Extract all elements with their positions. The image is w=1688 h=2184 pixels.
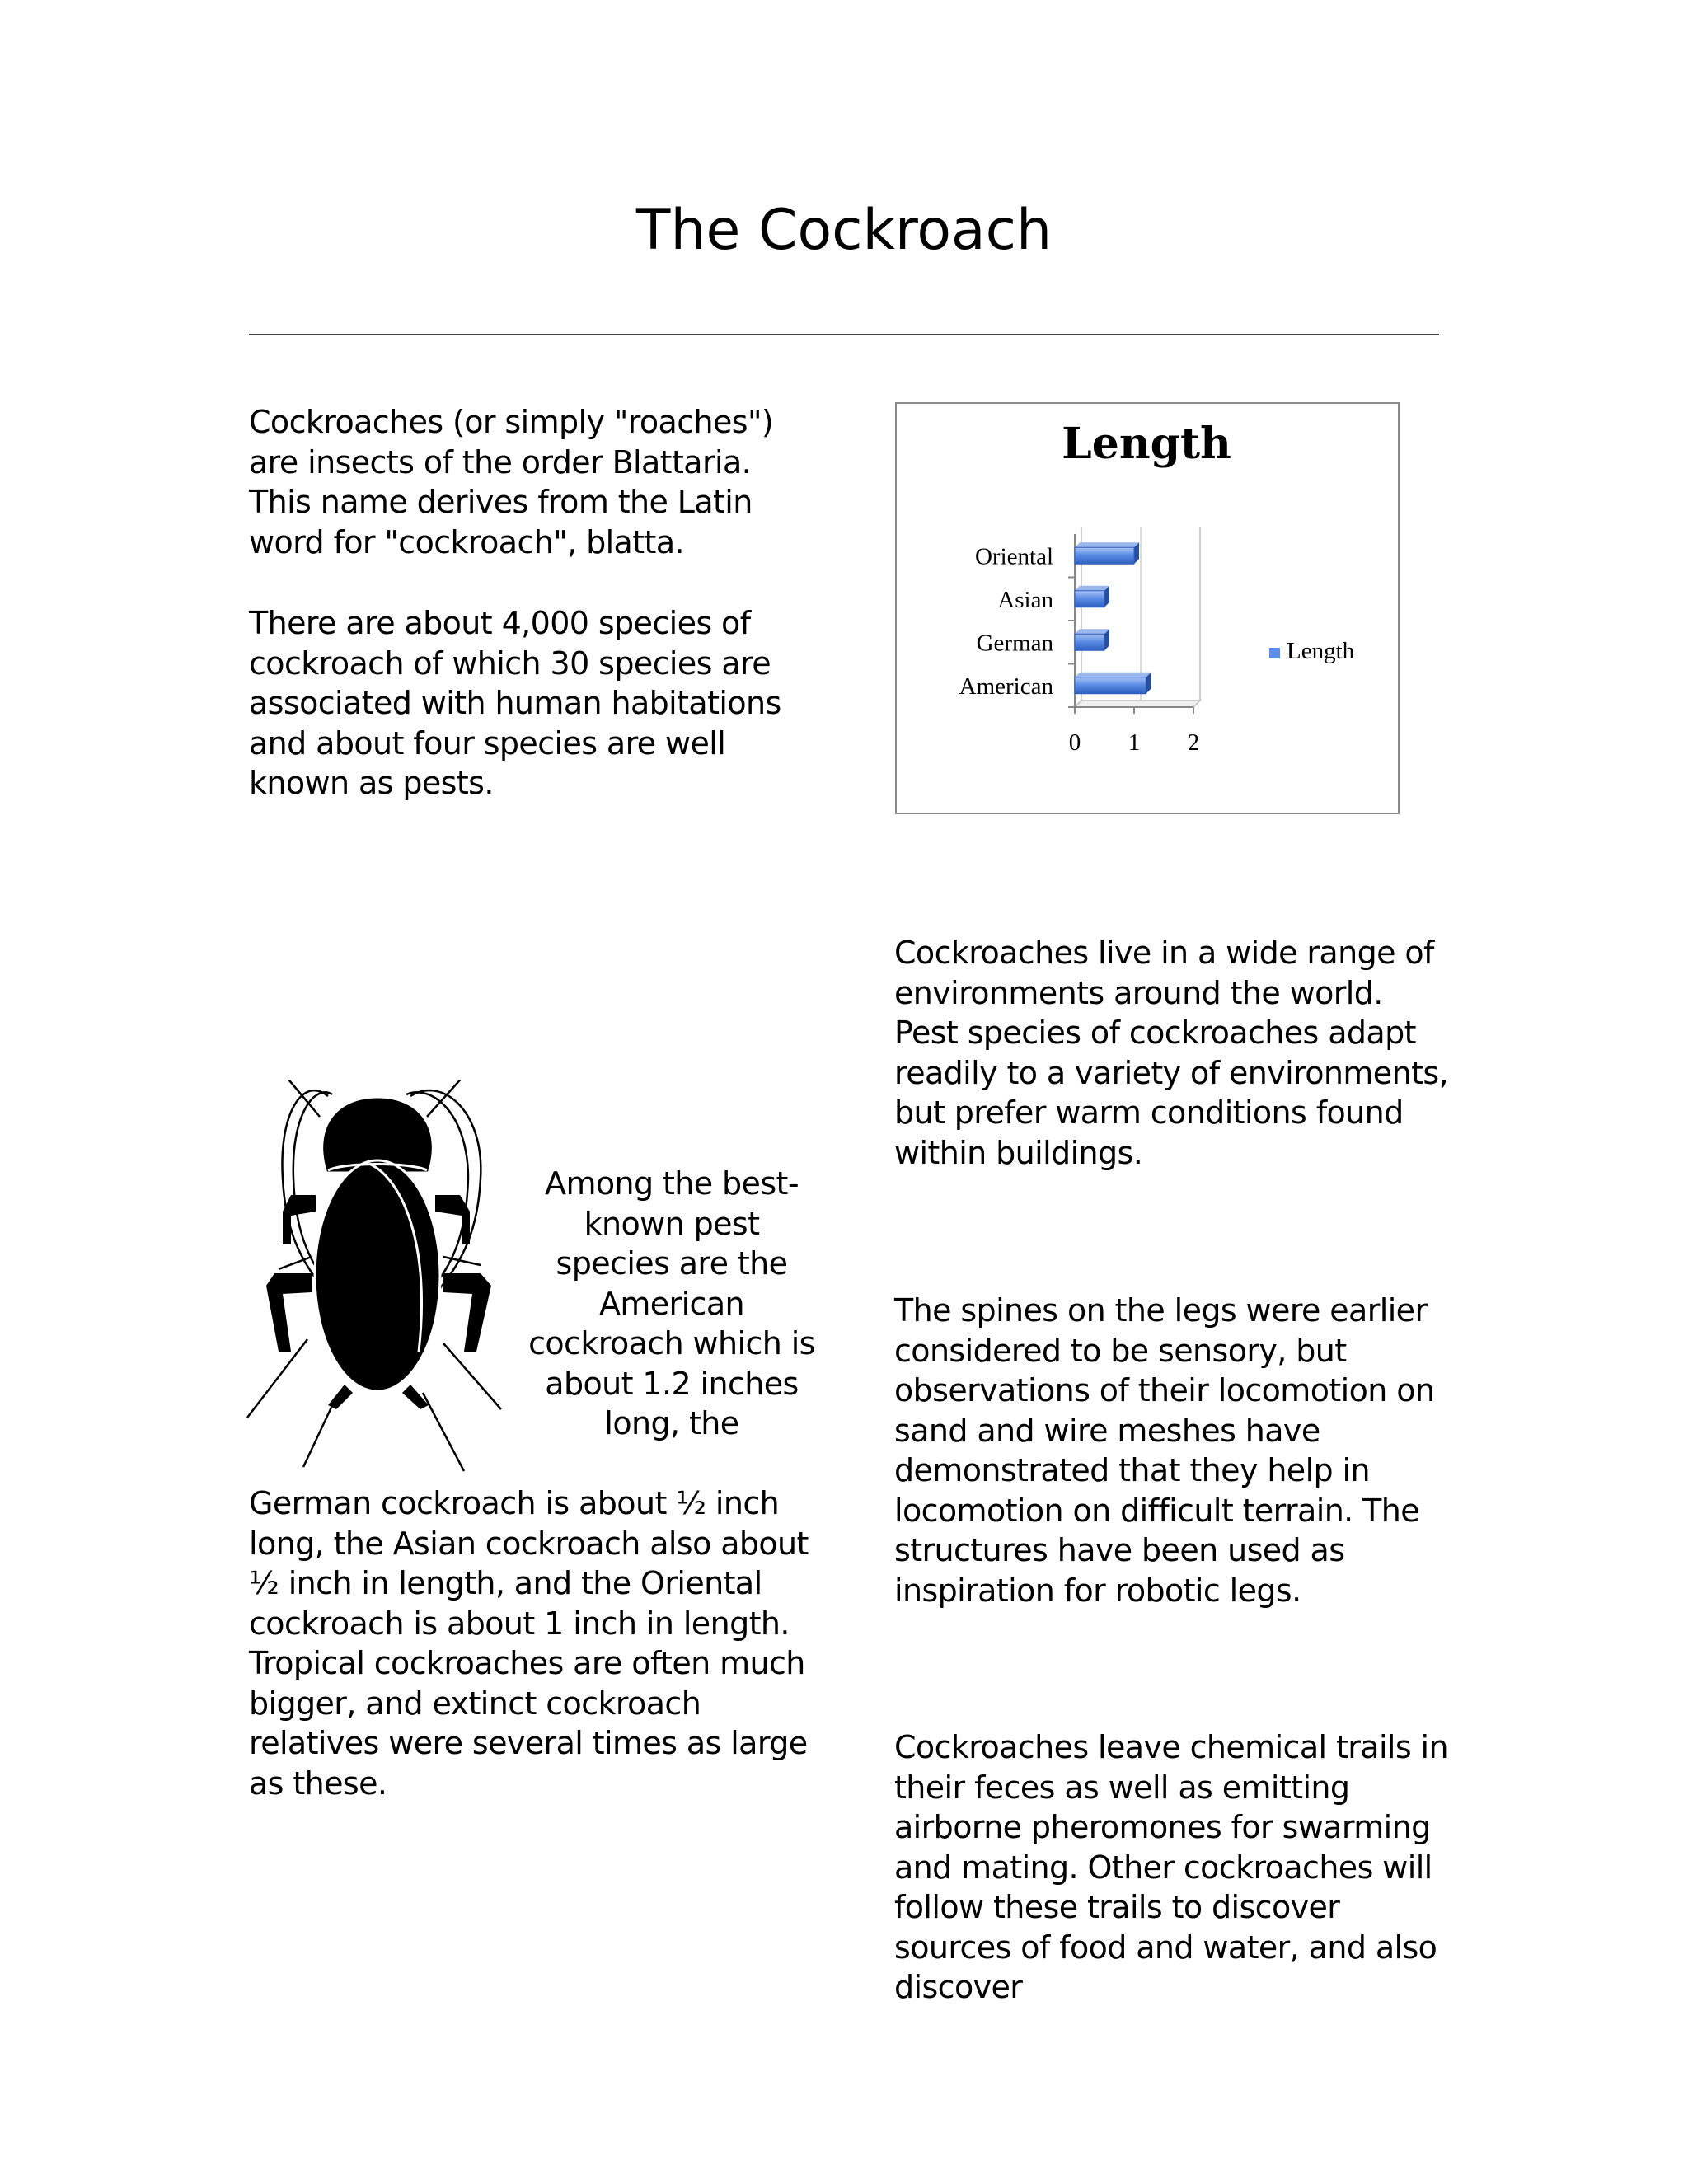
- y-tick-label: American: [959, 673, 1053, 700]
- species-paragraph: There are about 4,000 species of cockroach of which 30 species are associated with human habitations and about four species are well known as pests.: [249, 605, 781, 801]
- bar: [1075, 677, 1146, 694]
- legend-label: Length: [1287, 638, 1355, 664]
- bar: [1075, 547, 1134, 564]
- legend-swatch: [1269, 648, 1280, 658]
- body: [315, 1099, 440, 1391]
- bar: [1075, 634, 1104, 650]
- page-title: The Cockroach: [635, 198, 1053, 263]
- trails-paragraph: Cockroaches leave chemical trails in their feces as well as emitting airborne pheromones for swarming and mating. Other cockroaches will follow these trails to discover sources of food and water, and also discover: [894, 1729, 1448, 2005]
- y-tick-label: Asian: [997, 586, 1053, 613]
- cockroach-illustration: [246, 1080, 518, 1483]
- length-chart: [895, 402, 1400, 814]
- chart-floor: [1075, 701, 1200, 707]
- horizontal-rule: [249, 334, 1439, 335]
- intro-paragraph: Cockroaches (or simply "roaches") are insects of the order Blattaria. This name derives from the Latin word for "cockroach", blatta.: [249, 404, 774, 560]
- x-tick-label: 0: [1068, 729, 1081, 756]
- spines-paragraph: The spines on the legs were earlier considered to be sensory, but observations of their locomotion on sand and wire meshes have demonstrated that they help in locomotion on difficult terrain. The structures have been used as inspiration for robotic legs.: [894, 1292, 1435, 1609]
- chart-title: Length: [1062, 419, 1231, 469]
- bar-top: [1075, 542, 1139, 547]
- bar-top: [1075, 586, 1109, 591]
- best-known-paragraph-bottom: German cockroach is about ½ inch long, the Asian cockroach also about ½ inch in length, and the Oriental cockroach is about 1 inch in length. Tropical cockroaches are often much bigger, and extinct cockroach relatives were several times as large as these.: [249, 1485, 809, 1802]
- bar: [1075, 591, 1104, 607]
- environments-paragraph: Cockroaches live in a wide range of environments around the world. Pest species of cockroaches adapt readily to a variety of environments, but prefer warm conditions found within buildings.: [894, 935, 1449, 1171]
- bar-top: [1075, 673, 1151, 677]
- best-known-paragraph-top: Among the best-known pest species are the American cockroach which is about 1.2 inches long, the: [528, 1165, 815, 1441]
- bar-top: [1075, 629, 1109, 634]
- x-tick-label: 2: [1187, 729, 1200, 756]
- x-tick-label: 1: [1128, 729, 1141, 756]
- y-tick-label: German: [976, 630, 1053, 657]
- y-tick-label: Oriental: [974, 543, 1053, 570]
